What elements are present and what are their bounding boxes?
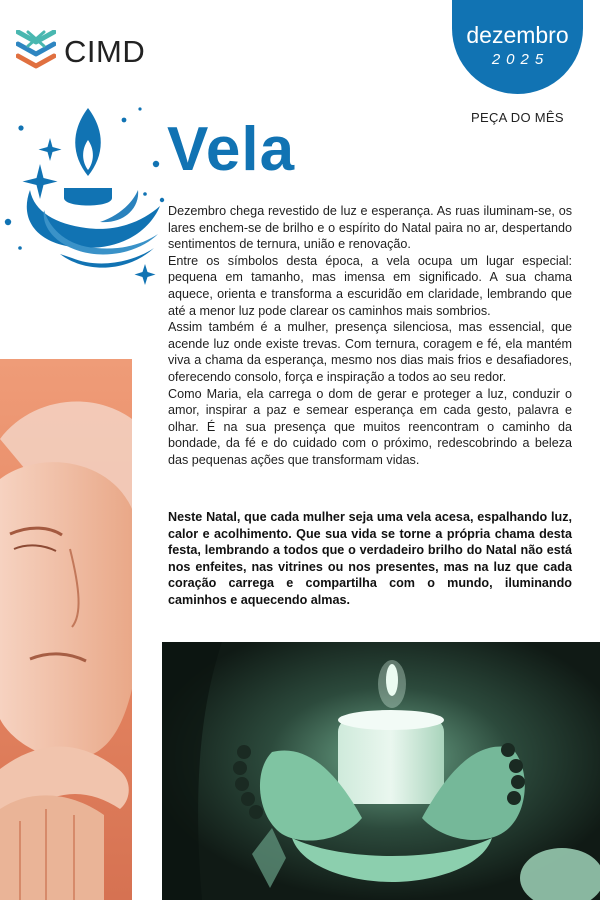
section-label: PEÇA DO MÊS bbox=[471, 110, 564, 125]
logo-text: CIMD bbox=[64, 33, 146, 69]
date-badge bbox=[452, 0, 583, 94]
date-year: 2025 bbox=[491, 51, 550, 68]
article-paragraph: Como Maria, ela carrega o dom de gerar e proteger a luz, conduzir o amor, inspirar a paz e semear esperança em cada gesto, palavra e olhar. É na sua presença que muitos reencontram o caminho da bondade, da fé e do cuidado com o próximo, redescobrindo a beleza das pequenas ações que transformam vidas. bbox=[168, 386, 572, 467]
cimd-logo-icon bbox=[16, 30, 56, 72]
page-title: Vela bbox=[167, 115, 296, 184]
candle-photo bbox=[162, 642, 600, 900]
candle-illustration-icon bbox=[0, 98, 168, 288]
article-paragraph: Assim também é a mulher, presença silenciosa, mas essencial, que acende luz onde existe trevas. Com ternura, coragem e fé, ela mantém viva a chama da esperança, mesmo nos dias mais frios e desafiadores, oferecendo consolo, força e inspiração a todos ao seu redor. bbox=[168, 320, 572, 384]
article-body bbox=[168, 203, 572, 469]
article-paragraph: Entre os símbolos desta época, a vela ocupa um lugar especial: pequena em tamanho, mas imensa em significado. A sua chama aquece, orienta e transforma a escuridão em claridade, lembrando que até a menor luz pode clarear os caminhos mais sombrios. bbox=[168, 253, 572, 318]
woman-photo bbox=[0, 359, 132, 900]
article-paragraph: Dezembro chega revestido de luz e esperança. As ruas iluminam-se, os lares enchem-se de brilho e o espírito do Natal paira no ar, despertando sentimentos de ternura, união e renovação. bbox=[168, 204, 572, 252]
cimd-logo[interactable] bbox=[16, 30, 145, 72]
date-month: dezembro bbox=[466, 22, 569, 48]
closing-message: Neste Natal, que cada mulher seja uma vela acesa, espalhando luz, calor e acolhimento. Que sua vida se torne a própria chama desta festa, lembrando a todos que o verdadeiro brilho do Natal não está nos enfeites, nas vitrines ou nos presentes, mas na luz que cada coração carrega e compartilha com o mundo, iluminando caminhos e aquecendo almas. bbox=[168, 510, 572, 607]
